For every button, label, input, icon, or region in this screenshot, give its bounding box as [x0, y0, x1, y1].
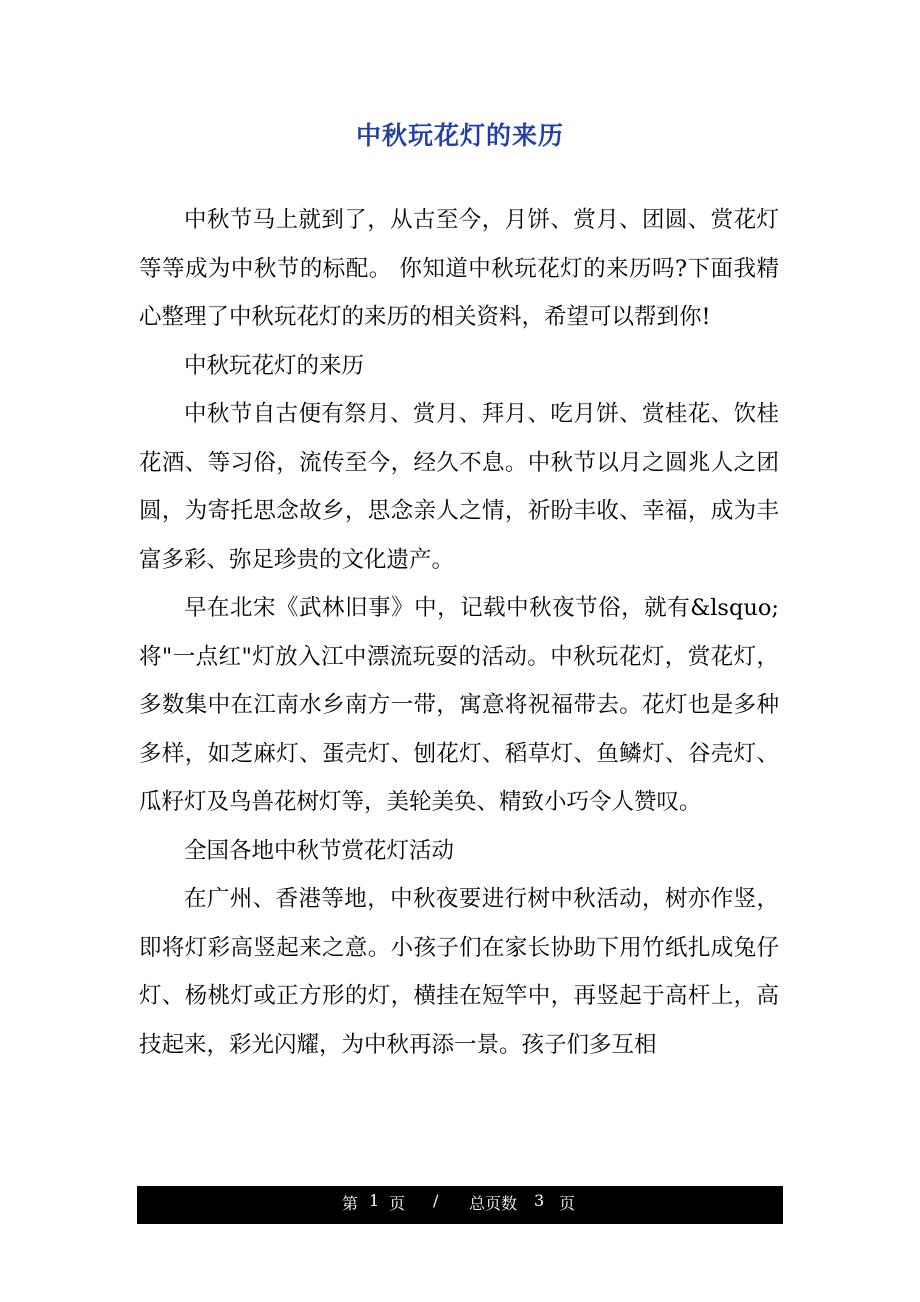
page-suffix: 页 [389, 1194, 406, 1213]
section-heading: 中秋玩花灯的来历 [184, 352, 365, 379]
page-separator: / [433, 1191, 439, 1210]
total-pages-number: 3 [534, 1191, 545, 1210]
body-paragraph: 在广州、香港等地，中秋夜要进行树中秋活动，树亦作竖，即将灯彩高竖起来之意。小孩子们在家长协助下用竹纸扎成兔仔灯、杨桃灯或正方形的灯，横挂在短竿中，再竖起于高杆上，高技起来，彩光闪耀，为中秋再添一景。孩子们多互相 [139, 886, 779, 1058]
document-body [139, 196, 779, 1069]
body-paragraph: 早在北宋《武林旧事》中，记载中秋夜节俗，就有&lsquo;将"一点红"灯放入江中漂流玩耍的活动。中秋玩花灯，赏花灯，多数集中在江南水乡南方一带，寓意将祝福带去。花灯也是多种多样，如芝麻灯、蛋壳灯、刨花灯、稻草灯、鱼鳞灯、谷壳灯、瓜籽灯及鸟兽花树灯等，美轮美奂、精致小巧令人赞叹。 [139, 595, 779, 815]
intro-paragraph: 中秋节马上就到了，从古至今，月饼、赏月、团圆、赏花灯等等成为中秋节的标配。 你知道中秋玩花灯的来历吗?下面我精心整理了中秋玩花灯的来历的相关资料，希望可以帮到你! [139, 207, 779, 330]
total-pages-prefix: 总页数 [469, 1194, 518, 1213]
document-title: 中秋玩花灯的来历 [355, 121, 564, 150]
section-heading: 全国各地中秋节赏花灯活动 [184, 837, 455, 864]
body-paragraph: 中秋节自古便有祭月、赏月、拜月、吃月饼、赏桂花、饮桂花酒、等习俗，流传至今，经久不息。中秋节以月之圆兆人之团圆，为寄托思念故乡，思念亲人之情，祈盼丰收、幸福，成为丰富多彩、弥足珍贵的文化遗产。 [139, 401, 779, 573]
page-footer [137, 1186, 783, 1224]
page-number: 1 [369, 1191, 380, 1210]
page-prefix: 第 [342, 1194, 359, 1213]
total-pages-suffix: 页 [559, 1194, 576, 1213]
